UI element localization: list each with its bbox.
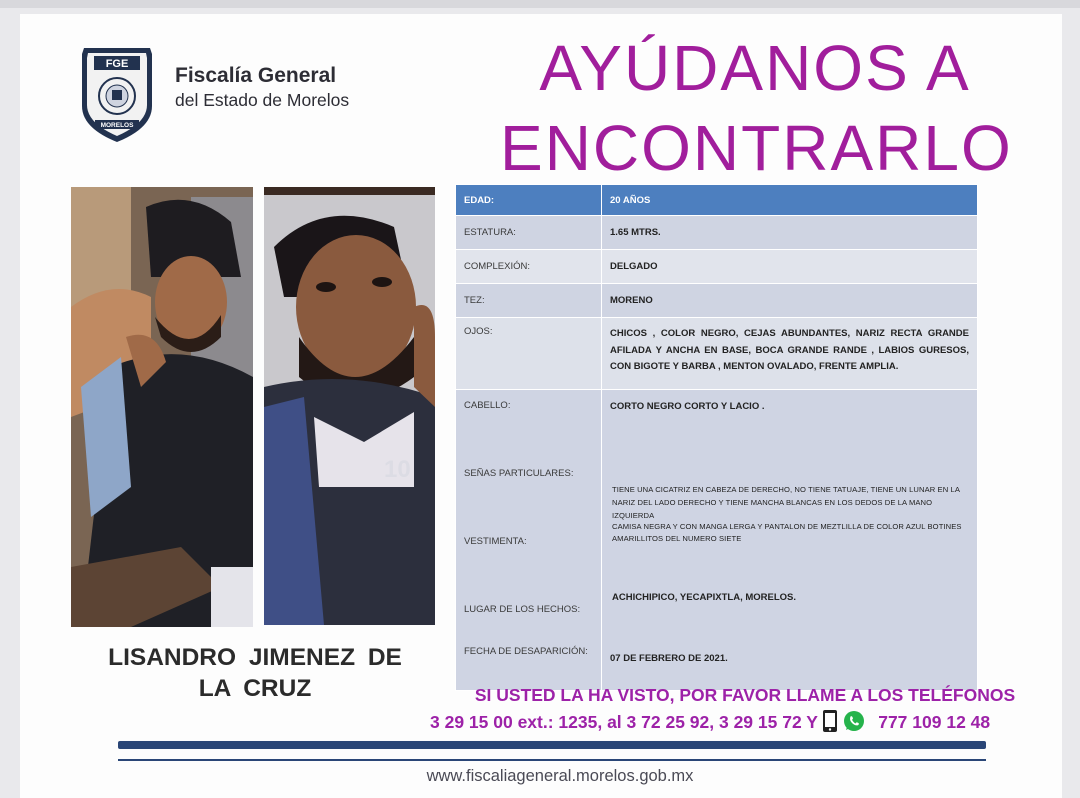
senas-value: TIENE UNA CICATRIZ EN CABEZA DE DERECHO, NO TIENE TATUAJE, TIENE UN LUNAR EN LA NARIZ DEL LADO DERECHO Y TIENE MANCHA BLANCAS EN LOS DEDOS DE LA MANO IZQUIERDA <box>612 485 960 520</box>
person-name-line1: LISANDRO JIMENEZ DE <box>108 644 402 671</box>
agency-name-line2: del Estado de Morelos <box>175 90 350 110</box>
phone-icon <box>822 709 838 738</box>
missing-person-name <box>70 642 440 704</box>
whatsapp-icon <box>843 710 865 737</box>
lugar-value: ACHICHIPICO, YECAPIXTLA, MORELOS. <box>612 592 797 603</box>
ojos-label: OJOS: <box>456 318 602 390</box>
fecha-label: FECHA DE DESAPARICIÓN: <box>464 646 588 657</box>
table-row-extended <box>456 390 978 691</box>
headline-line1: AYÚDANOS A <box>539 32 971 104</box>
phone-numbers <box>430 709 1070 738</box>
footer-divider-thick <box>118 741 986 749</box>
table-row-ojos <box>456 318 978 390</box>
badge-text: FGE <box>105 58 129 70</box>
table-row-edad <box>456 185 978 216</box>
senas-label: SEÑAS PARTICULARES: <box>464 468 574 479</box>
edad-label: EDAD: <box>456 185 602 216</box>
missing-person-photo-1 <box>71 187 253 627</box>
agency-name <box>175 64 349 111</box>
badge-bottom-text: MORELOS <box>100 122 134 129</box>
agency-name-line1: Fiscalía General <box>175 64 337 87</box>
table-row-tez <box>456 284 978 318</box>
lugar-label: LUGAR DE LOS HECHOS: <box>464 604 581 615</box>
complexion-label: COMPLEXIÓN: <box>456 250 602 284</box>
estatura-value: 1.65 MTRS. <box>602 216 978 250</box>
fecha-value: 07 DE FEBRERO DE 2021. <box>610 653 728 664</box>
whatsapp-number: 777 109 12 48 <box>878 712 991 733</box>
phone-numbers-text: 3 29 15 00 ext.: 1235, al 3 72 25 92, 3 29 15 72 Y <box>430 712 818 733</box>
top-border <box>0 0 1080 8</box>
svg-text:10: 10 <box>384 456 411 483</box>
table-row-complexion <box>456 250 978 284</box>
website-link[interactable]: www.fiscaliageneral.morelos.gob.mx <box>426 767 694 785</box>
footer-divider-thin <box>118 759 986 761</box>
ojos-value: CHICOS , COLOR NEGRO, CEJAS ABUNDANTES, NARIZ RECTA GRANDE AFILADA Y ANCHA EN BASE, BOCA GRANDE RANDE , LABIOS GURESOS, CON BIGOTE Y BARBA , MENTON OVALADO, FRENTE AMPLIA. <box>602 318 978 390</box>
cabello-label: CABELLO: <box>464 400 511 411</box>
tez-value: MORENO <box>602 284 978 318</box>
person-name-line2: LA CRUZ <box>198 675 312 702</box>
details-table <box>455 184 978 691</box>
headline-line2: ENCONTRARLO <box>500 112 1013 184</box>
table-row-estatura <box>456 216 978 250</box>
call-to-action: SI USTED LA HA VISTO, POR FAVOR LLAME A LOS TELÉFONOS <box>474 685 1016 705</box>
estatura-label: ESTATURA: <box>456 216 602 250</box>
complexion-value: DELGADO <box>602 250 978 284</box>
tez-label: TEZ: <box>456 284 602 318</box>
vestimenta-value: CAMISA NEGRA Y CON MANGA LERGA Y PANTALON DE MEZTLILLA DE COLOR AZUL BOTINES AMARILLITOS DEL NUMERO SIETE <box>612 522 962 543</box>
cabello-value: CORTO NEGRO CORTO Y LACIO . <box>610 401 765 412</box>
edad-value: 20 AÑOS <box>602 185 978 216</box>
missing-person-photo-2 <box>264 187 435 625</box>
vestimenta-label: VESTIMENTA: <box>464 536 527 547</box>
fge-badge-logo <box>78 44 156 144</box>
